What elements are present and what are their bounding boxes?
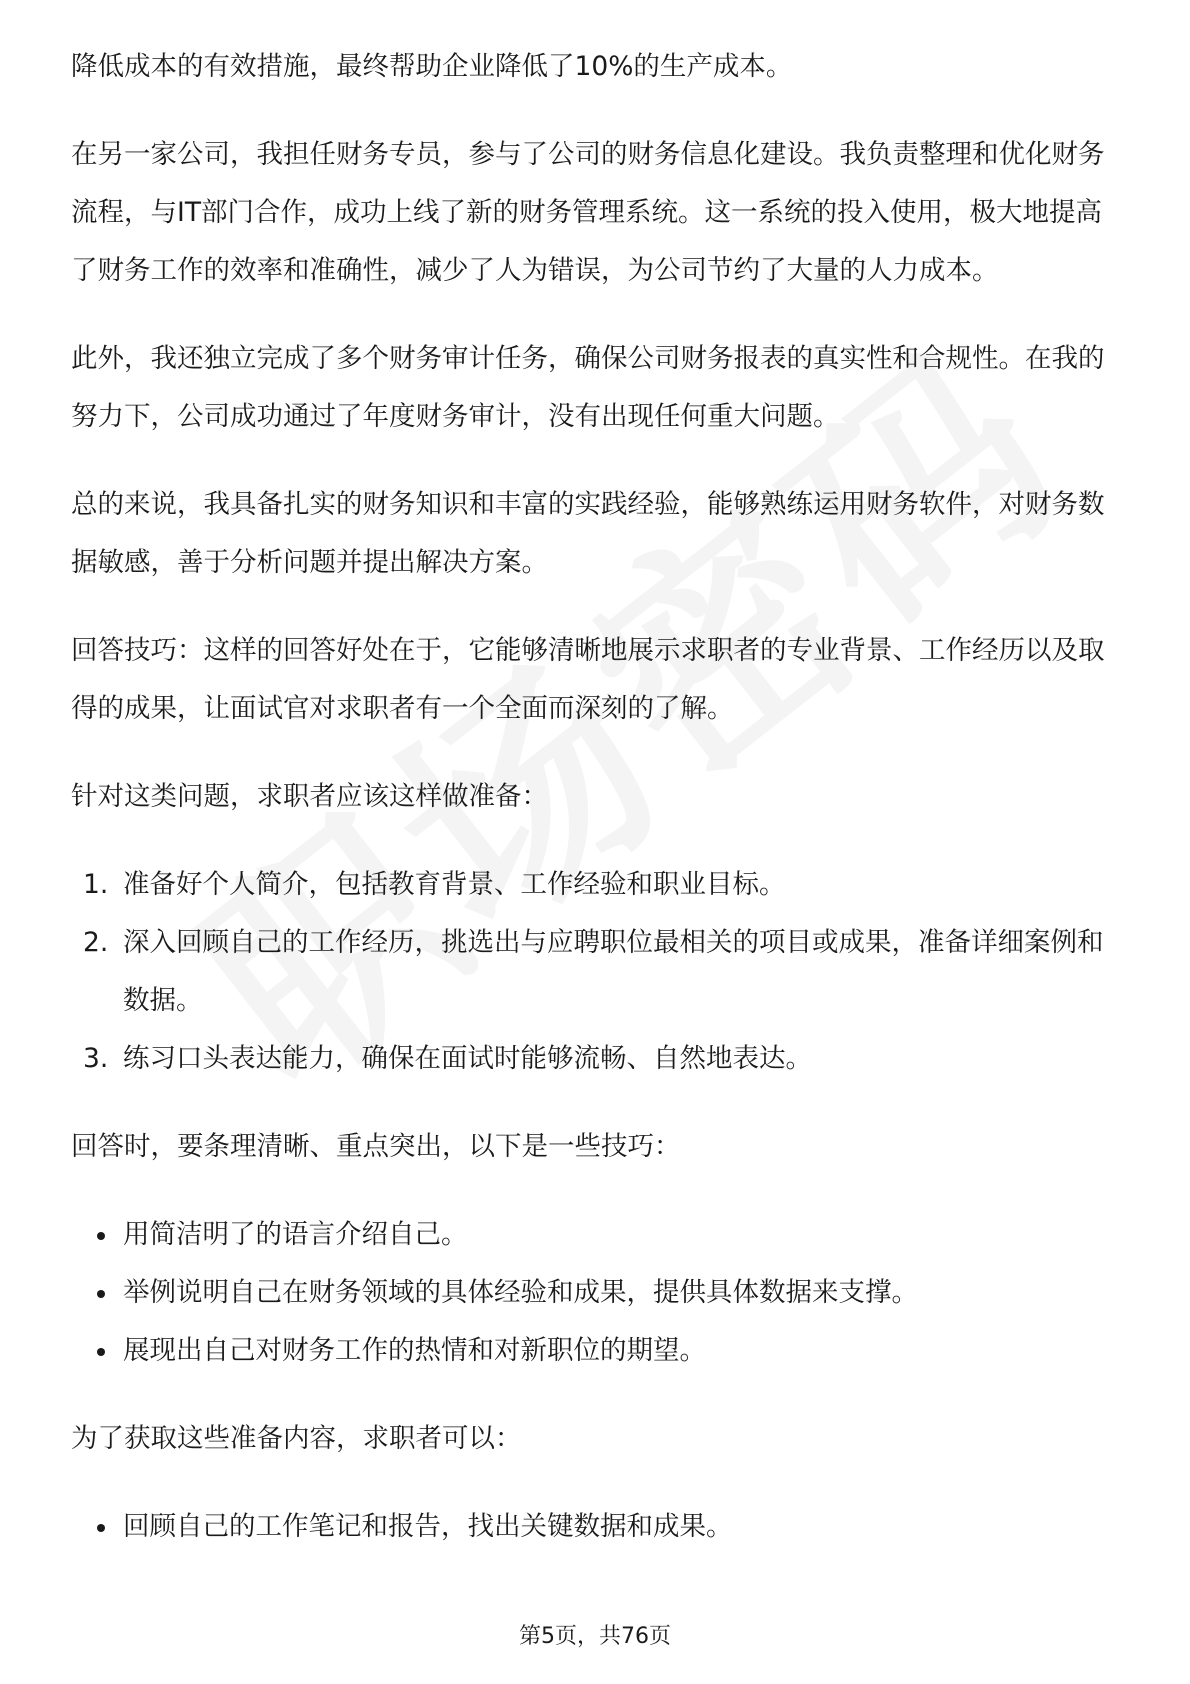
list-item: [71, 1264, 1121, 1322]
list-item-text: 准备好个人简介，包括教育背景、工作经验和职业目标。: [123, 869, 786, 900]
bullet-icon: [97, 1348, 105, 1356]
page-number-footer: 第5页，共76页: [519, 1624, 671, 1649]
list-item: [71, 914, 1121, 1030]
list-number: 2.: [83, 927, 109, 958]
list-item-text: 练习口头表达能力，确保在面试时能够流畅、自然地表达。: [123, 1043, 812, 1074]
list-number: 3.: [83, 1043, 109, 1074]
document-body: [71, 38, 1121, 1556]
list-item: [71, 856, 1121, 914]
list-item-text: 举例说明自己在财务领域的具体经验和成果，提供具体数据来支撑。: [123, 1277, 918, 1308]
prep-bullet-list: [71, 1498, 1121, 1556]
paragraph-answer-tips: 回答技巧：这样的回答好处在于，它能够清晰地展示求职者的专业背景、工作经历以及取得的成果，让面试官对求职者有一个全面而深刻的了解。: [71, 635, 1105, 724]
list-number: 1.: [83, 869, 109, 900]
bullet-icon: [97, 1524, 105, 1532]
list-item: [71, 1030, 1121, 1088]
paragraph-answer-techniques-intro: 回答时，要条理清晰、重点突出，以下是一些技巧：: [71, 1131, 681, 1162]
paragraph-cost-reduction: 降低成本的有效措施，最终帮助企业降低了10%的生产成本。: [71, 51, 793, 82]
bullet-icon: [97, 1290, 105, 1298]
list-item-text: 展现出自己对财务工作的热情和对新职位的期望。: [123, 1335, 706, 1366]
list-item: [71, 1498, 1121, 1556]
list-item-text: 回顾自己的工作笔记和报告，找出关键数据和成果。: [123, 1511, 733, 1542]
tips-bullet-list: [71, 1206, 1121, 1380]
paragraph-summary: 总的来说，我具备扎实的财务知识和丰富的实践经验，能够熟练运用财务软件，对财务数据敏感，善于分析问题并提出解决方案。: [71, 489, 1105, 578]
preparation-ordered-list: [71, 856, 1121, 1088]
paragraph-preparation-intro: 针对这类问题，求职者应该这样做准备：: [71, 781, 548, 812]
list-item-text: 用简洁明了的语言介绍自己。: [123, 1219, 468, 1250]
paragraph-obtain-content-intro: 为了获取这些准备内容，求职者可以：: [71, 1423, 522, 1454]
paragraph-finance-informatization: 在另一家公司，我担任财务专员，参与了公司的财务信息化建设。我负责整理和优化财务流程，与IT部门合作，成功上线了新的财务管理系统。这一系统的投入使用，极大地提高了财务工作的效率和准确性，减少了人为错误，为公司节约了大量的人力成本。: [71, 139, 1105, 286]
paragraph-audit: 此外，我还独立完成了多个财务审计任务，确保公司财务报表的真实性和合规性。在我的努力下，公司成功通过了年度财务审计，没有出现任何重大问题。: [71, 343, 1105, 432]
bullet-icon: [97, 1232, 105, 1240]
list-item: [71, 1206, 1121, 1264]
list-item-text: 深入回顾自己的工作经历，挑选出与应聘职位最相关的项目或成果，准备详细案例和数据。: [123, 927, 1104, 1016]
list-item: [71, 1322, 1121, 1380]
